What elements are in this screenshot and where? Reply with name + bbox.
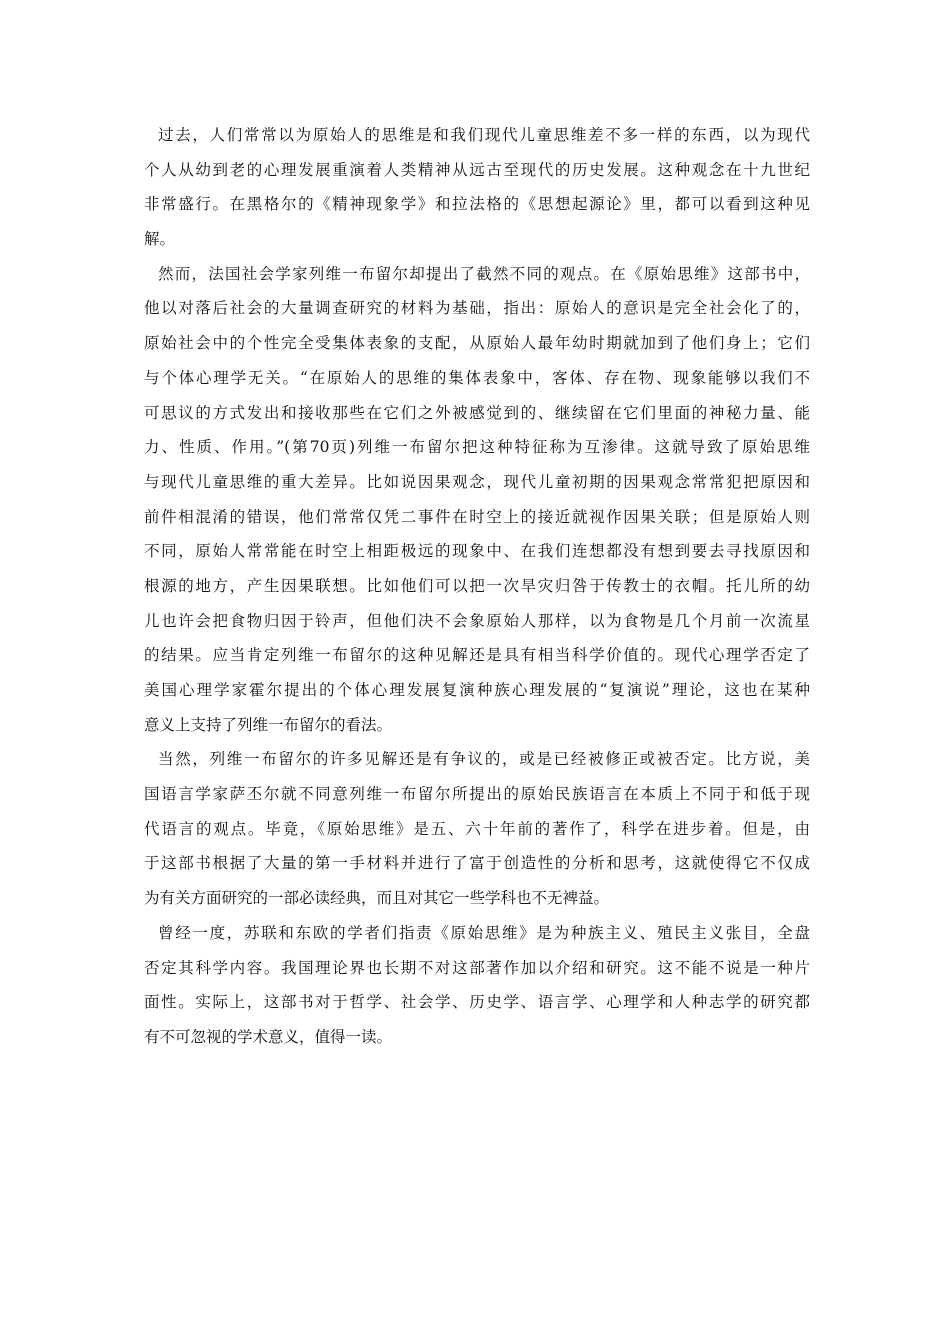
text-line: 他以对落后社会的大量调查研究的材料为基础，指出：原始人的意识是完全社会化了的， — [144, 299, 810, 318]
paragraph-3 — [144, 742, 810, 915]
text-line: 前件相混淆的错误，他们常常仅凭二事件在时空上的接近就视作因果关联；但是原始人则 — [144, 507, 810, 526]
text-line: 过去，人们常常以为原始人的思维是和我们现代儿童思维差不多一样的东西，以为现代 — [158, 126, 810, 144]
text-line: 美国心理学家霍尔提出的个体心理发展复演种族心理发展的“复演说”理论，这也在某种 — [144, 681, 810, 699]
text-line: 原始社会中的个性完全受集体表象的支配，从原始人最年幼时期就加到了他们身上；它们 — [144, 334, 810, 353]
text-line: 曾经一度，苏联和东欧的学者们指责《原始思维》是为种族主义、殖民主义张目，全盘 — [158, 923, 810, 942]
paragraph-4 — [144, 916, 810, 1055]
body-text — [144, 118, 810, 1055]
text-line: 解。 — [144, 230, 176, 249]
text-line: 可思议的方式发出和接收那些在它们之外被感觉到的、继续留在它们里面的神秘力量、能 — [144, 403, 810, 422]
text-line: 力、性质、作用。”(第70页)列维一布留尔把这种特征称为互渗律。这就导致了原始思维 — [144, 438, 810, 457]
text-line: 有不可忽视的学术意义，值得一读。 — [144, 1027, 393, 1046]
text-line: 当然，列维一布留尔的许多见解还是有争议的，或是已经被修正或被否定。比方说，美 — [158, 750, 810, 769]
text-line: 代语言的观点。毕竟，《原始思维》是五、六十年前的著作了，科学在进步着。但是，由 — [144, 819, 810, 838]
paragraph-1 — [144, 118, 810, 257]
paragraph-2 — [144, 257, 810, 743]
text-line: 与现代儿童思维的重大差异。比如说因果观念，现代儿童初期的因果观念常常犯把原因和 — [144, 472, 810, 491]
text-line: 非常盛行。在黑格尔的《精神现象学》和拉法格的《思想起源论》里，都可以看到这种见 — [144, 195, 810, 214]
text-line: 根源的地方，产生因果联想。比如他们可以把一次旱灾归咎于传教士的衣帽。托儿所的幼 — [144, 576, 810, 595]
text-line: 个人从幼到老的心理发展重演着人类精神从远古至现代的历史发展。这种观念在十九世纪 — [144, 160, 810, 179]
text-line: 于这部书根据了大量的第一手材料并进行了富于创造性的分析和思考，这就使得它不仅成 — [144, 854, 810, 873]
text-line: 为有关方面研究的一部必读经典，而且对其它一些学科也不无裨益。 — [144, 889, 610, 908]
text-line: 意义上支持了列维一布留尔的看法。 — [144, 715, 393, 734]
text-line: 面性。实际上，这部书对于哲学、社会学、历史学、语言学、心理学和人种志学的研究都 — [144, 993, 810, 1012]
text-line: 否定其科学内容。我国理论界也长期不对这部著作加以介绍和研究。这不能不说是一种片 — [144, 958, 810, 977]
text-line: 儿也许会把食物归因于铃声，但他们决不会象原始人那样，以为食物是几个月前一次流星 — [144, 611, 810, 630]
text-line: 然而，法国社会学家列维一布留尔却提出了截然不同的观点。在《原始思维》这部书中， — [158, 264, 810, 283]
text-line: 不同，原始人常常能在时空上相距极远的现象中、在我们连想都没有想到要去寻找原因和 — [144, 542, 810, 561]
text-line: 的结果。应当肯定列维一布留尔的这种见解还是具有相当科学价值的。现代心理学否定了 — [144, 646, 810, 665]
text-line: 与个体心理学无关。“在原始人的思维的集体表象中，客体、存在物、现象能够以我们不 — [144, 368, 810, 387]
text-line: 国语言学家萨丕尔就不同意列维一布留尔所提出的原始民族语言在本质上不同于和低于现 — [144, 785, 810, 804]
